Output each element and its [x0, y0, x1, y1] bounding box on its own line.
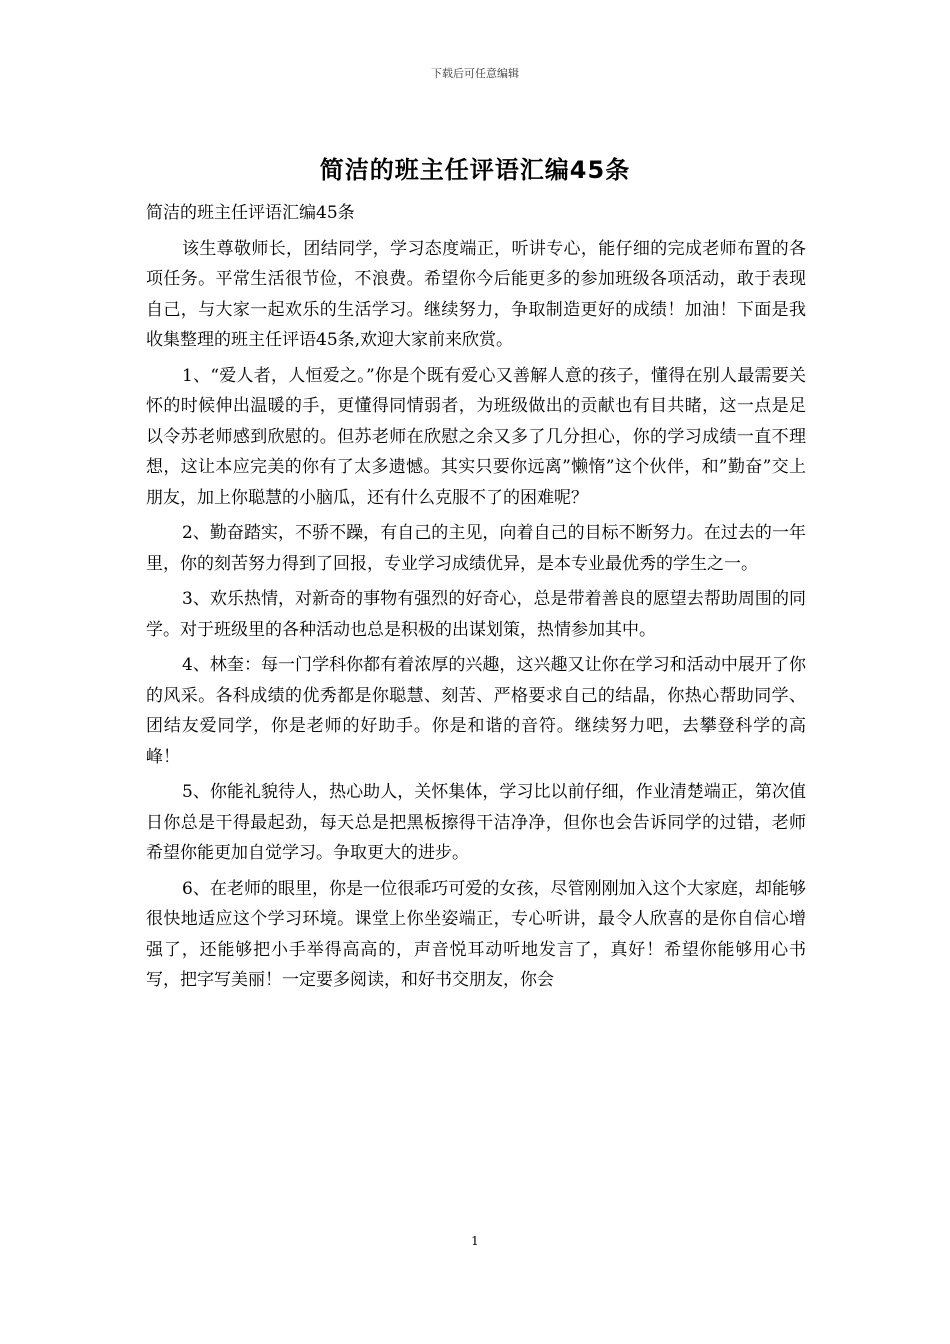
comment-paragraph-6: 6、在老师的眼里，你是一位很乖巧可爱的女孩，尽管刚刚加入这个大家庭，却能够很快地适应这个学习环境。课堂上你坐姿端正，专心听讲，最令人欣喜的是你自信心增强了，还能够把小手举得高高的，声音悦耳动听地发言了，真好！希望你能够用心书写，把字写美丽！一定要多阅读，和好书交朋友，你会 [146, 878, 806, 990]
comment-paragraph-3: 3、欢乐热情，对新奇的事物有强烈的好奇心，总是带着善良的愿望去帮助周围的同学。对于班级里的各种活动也总是积极的出谋划策，热情参加其中。 [146, 589, 806, 640]
document-subtitle: 简洁的班主任评语汇编45条 [146, 203, 355, 223]
page-number: 1 [471, 1234, 479, 1248]
comment-paragraph-4: 4、林奎：每一门学科你都有着浓厚的兴趣，这兴趣又让你在学习和活动中展开了你的风采。各科成绩的优秀都是你聪慧、刻苦、严格要求自己的结晶，你热心帮助同学、团结友爱同学，你是老师的好助手。你是和谐的音符。继续努力吧，去攀登科学的高峰！ [146, 655, 806, 767]
intro-paragraph: 该生尊敬师长，团结同学，学习态度端正，听讲专心，能仔细的完成老师布置的各项任务。平常生活很节俭，不浪费。希望你今后能更多的参加班级各项活动，敢于表现自己，与大家一起欢乐的生活学习。继续努力，争取制造更好的成绩！加油！下面是我收集整理的班主任评语45条,欢迎大家前来欣赏。 [146, 238, 806, 350]
comment-paragraph-5: 5、你能礼貌待人，热心助人，关怀集体，学习比以前仔细，作业清楚端正，第次值日你总是干得最起劲，每天总是把黑板擦得干洁净净，但你也会告诉同学的过错，老师希望你能更加自觉学习。争取更大的进步。 [146, 782, 806, 863]
comment-paragraph-2: 2、勤奋踏实，不骄不躁，有自己的主见，向着自己的目标不断努力。在过去的一年里，你的刻苦努力得到了回报，专业学习成绩优异，是本专业最优秀的学生之一。 [146, 523, 806, 574]
document-title: 简洁的班主任评语汇编45条 [319, 156, 631, 184]
comment-paragraph-1: 1、“爱人者，人恒爱之。”你是个既有爱心又善解人意的孩子，懂得在别人最需要关怀的时候伸出温暖的手，更懂得同情弱者，为班级做出的贡献也有目共睹，这一点是足以令苏老师感到欣慰的。但苏老师在欣慰之余又多了几分担心，你的学习成绩一直不理想，这让本应完美的你有了太多遗憾。其实只要你远离”懒惰”这个伙伴，和”勤奋”交上朋友，加上你聪慧的小脑瓜，还有什么克服不了的困难呢？ [146, 365, 806, 508]
page-header-note: 下载后可任意编辑 [431, 67, 519, 80]
document-body [146, 198, 806, 1001]
